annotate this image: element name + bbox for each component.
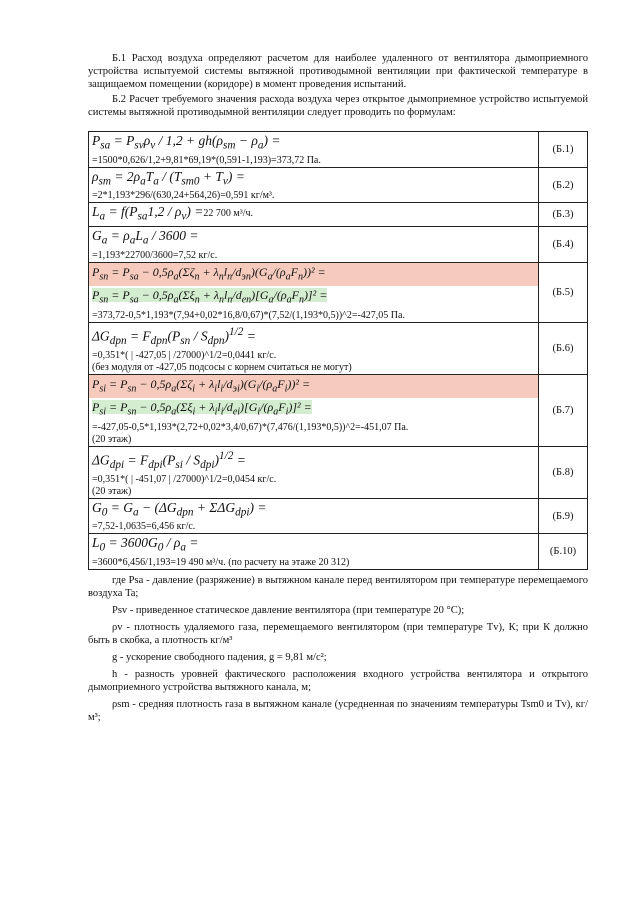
- formula-calculation: =1,193*22700/3600=7,52 кг/с.: [92, 249, 218, 261]
- formula-calculation: =2*1,193*296/(630,24+564,26)=0,591 кг/м³.: [92, 190, 275, 202]
- formula-calculation: =0,351*( | -451,07 | /27000)^1/2=0,0454 кг/с.: [92, 473, 277, 485]
- formula-note: (20 этаж): [92, 433, 132, 445]
- formula-cell: [89, 534, 539, 570]
- formula-cell: [89, 262, 539, 322]
- formula-highlighted-original: $P_{si} = P_{sn} - 0,5\rho_a(\Sigma\zeta_i + \lambda_il_i/d_{эi})(G_i/(\rho_aF_i))^2$ =: [89, 375, 538, 398]
- intro-paragraph-2: Б.2 Расчет требуемого значения расхода воздуха через открытое дымоприемное устройство испытуемой системы вытяжной противодымной вентиляции следует проводить по формулам:: [88, 94, 588, 118]
- formula-row: [89, 446, 588, 498]
- formula-row: [89, 262, 588, 322]
- formula-row: [89, 374, 588, 446]
- formula-calculation: 22 700 м³/ч.: [203, 208, 254, 220]
- formula-number: (Б.10): [539, 534, 588, 570]
- formula-number: (Б.4): [539, 227, 588, 263]
- formula-calculation: =373,72-0,5*1,193*(7,94+0,02*16,8/0,67)*(7,52/(1,193*0,5))^2=-427,05 Па.: [92, 309, 405, 321]
- formula-row: [89, 167, 588, 203]
- formula-row: [89, 132, 588, 168]
- formula: $L_0 = 3600G_0 / \rho_a$ =: [92, 535, 199, 555]
- formula-cell: [89, 374, 539, 446]
- formula-number: (Б.5): [539, 262, 588, 322]
- symbol-legend: [88, 574, 588, 724]
- legend-item: Psv - приведенное статическое давление вентилятора (при температуре 20 °С);: [112, 605, 465, 617]
- formula: $G_0 = G_a - (\Delta G_{dpn} + \Sigma\Delta G_{dpi})$ =: [92, 499, 267, 519]
- formula-cell: [89, 203, 539, 227]
- formula: $\rho_{sm} = 2\rho_aT_a / (T_{sm0} + T_v)$ =: [92, 168, 245, 188]
- formula-number: (Б.7): [539, 374, 588, 446]
- formula-highlighted-corrected: $P_{sn} = P_{sa} - 0,5\rho_a(\Sigma\xi_n + \lambda_nl_n/d_{en})[G_a/(\rho_aF_n)]^2$ =: [92, 288, 328, 306]
- formula-calculation: =-427,05-0,5*1,193*(2,72+0,02*3,4/0,67)*(7,476/(1,193*0,5))^2=-451,07 Па.: [92, 421, 409, 433]
- formula: $G_a = \rho_aL_a / 3600$ =: [92, 228, 199, 247]
- formula-highlighted-corrected: $P_{si} = P_{sn} - 0,5\rho_a(\Sigma\xi_i + \lambda_il_i/d_{ei})[G_i/(\rho_aF_i)]^2$ =: [92, 400, 312, 418]
- legend-item: h - разность уровней фактического расположения входного устройства вентилятора и открытого дымоприемного устройства вытяжного канала, м;: [88, 669, 588, 694]
- formula-cell: [89, 167, 539, 203]
- formula-row: [89, 498, 588, 534]
- formula-row: [89, 227, 588, 263]
- formula-number: (Б.3): [539, 203, 588, 227]
- legend-item: где Psa - давление (разряжение) в вытяжном канале перед вентилятором при температуре перемещаемого воздуха Ta;: [88, 575, 588, 600]
- formula-row: [89, 322, 588, 374]
- formula-number: (Б.8): [539, 446, 588, 498]
- formula-cell: [89, 446, 539, 498]
- formula-note: (20 этаж): [92, 485, 132, 497]
- legend-item: g - ускорение свободного падения, g = 9,81 м/с²;: [112, 652, 327, 664]
- formula-highlighted-original: $P_{sn} = P_{sa} - 0,5\rho_a(\Sigma\zeta_n + \lambda_nl_n/d_{эn})(G_a/(\rho_aF_n))^2$ =: [89, 263, 538, 286]
- formula: $\Delta G_{dpi} = F_{dpi}(P_{si} / S_{dpi})^{1/2}$ =: [92, 449, 246, 471]
- formula-cell: [89, 132, 539, 168]
- formula-number: (Б.1): [539, 132, 588, 168]
- formula-number: (Б.2): [539, 167, 588, 203]
- intro-paragraph-1: Б.1 Расход воздуха определяют расчетом для наиболее удаленного от вентилятора дымоприемного устройства испытуемой системы вытяжной противодымной вентиляции при фактической температуре в защищаемом помещении (коридоре) в момент проведения испытаний.: [88, 53, 588, 90]
- formula-row: [89, 203, 588, 227]
- formula-table: [88, 131, 588, 570]
- formula-row: [89, 534, 588, 570]
- legend-item: ρsm - средняя плотность газа в вытяжном канале (усредненная по значениям температуры Tsm0 и Tv), кг/м³;: [88, 699, 588, 724]
- formula-number: (Б.9): [539, 498, 588, 534]
- formula: $P_{sa} = P_{sv}\rho_v / 1,2 + gh(\rho_{sm} - \rho_a)$ =: [92, 133, 281, 152]
- formula-calculation: =7,52-1,0635=6,456 кг/с.: [92, 521, 196, 533]
- formula-number: (Б.6): [539, 322, 588, 374]
- formula: $L_a = f(P_{sa}1,2 / \rho_v) =22$ 700 м³/ч.: [92, 204, 254, 224]
- formula: $\Delta G_{dpn} = F_{dpn}(P_{sn} / S_{dpn})^{1/2}$ =: [92, 325, 256, 347]
- formula-calculation: =0,351*( | -427,05 | /27000)^1/2=0,0441 кг/с.: [92, 349, 277, 361]
- legend-item: ρv - плотность удаляемого газа, перемещаемого вентилятором (при температуре Tv), К; при К должно быть в скобка, а плотность кг/м³: [88, 622, 588, 647]
- formula-cell: [89, 322, 539, 374]
- formula-note: (без модуля от -427,05 подсосы с корнем считаться не могут): [92, 361, 352, 373]
- formula-calculation: =3600*6,456/1,193=19 490 м³/ч. (по расчету на этаже 20 312): [92, 557, 350, 569]
- formula-cell: [89, 227, 539, 263]
- formula-calculation: =1500*0,626/1,2+9,81*69,19*(0,591-1,193)=373,72 Па.: [92, 154, 321, 166]
- formula-cell: [89, 498, 539, 534]
